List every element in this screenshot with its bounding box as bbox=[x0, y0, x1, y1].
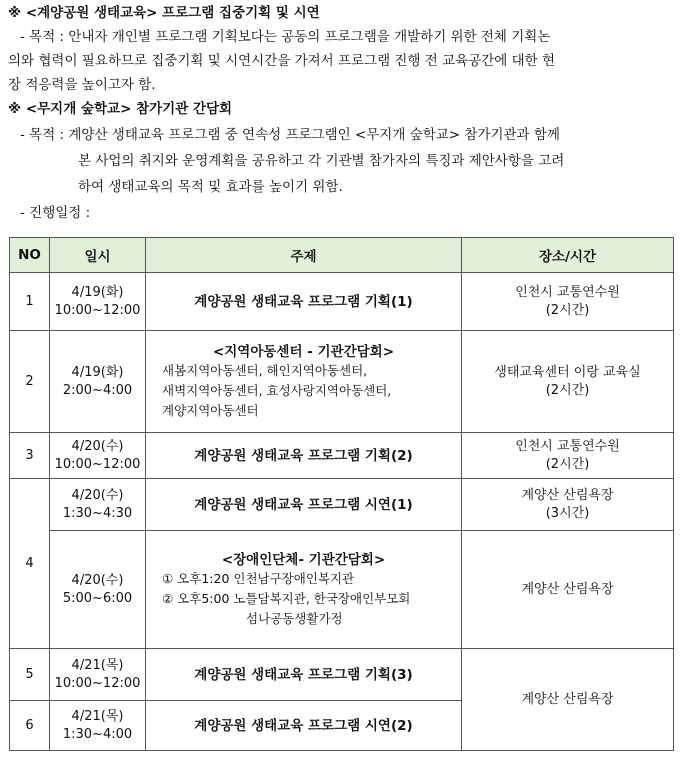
row-topic: 계양공원 생태교육 프로그램 기획(1) bbox=[146, 273, 462, 331]
place-duration: (2시간) bbox=[545, 382, 590, 398]
row-date: 4/21(목) bbox=[71, 657, 124, 673]
row-date: 4/19(화) bbox=[71, 284, 124, 300]
row-time: 1:30~4:30 bbox=[62, 505, 133, 521]
row-time: 10:00~12:00 bbox=[54, 302, 141, 318]
row-no: 5 bbox=[10, 649, 50, 701]
row-topic bbox=[146, 531, 462, 649]
row-topic: 계양공원 생태교육 프로그램 기획(3) bbox=[146, 649, 462, 701]
row-place: 계양산 산림욕장 bbox=[462, 649, 674, 751]
row-topic: 계양공원 생태교육 프로그램 시연(1) bbox=[146, 479, 462, 531]
row-place bbox=[462, 331, 674, 433]
row-topic bbox=[146, 331, 462, 433]
row-time: 10:00~12:00 bbox=[54, 456, 141, 472]
row-topic-title: <장애인단체- 기관간담회> bbox=[221, 551, 386, 568]
row-no: 2 bbox=[10, 331, 50, 433]
row-no: 3 bbox=[10, 433, 50, 479]
section2-line1: - 목적 : 계양산 생태교육 프로그램 중 연속성 프로그램인 <무지개 숲학교> 참가기관과 함께 bbox=[20, 127, 560, 143]
row-datetime bbox=[50, 479, 146, 531]
schedule-label: - 진행일정 : bbox=[20, 205, 91, 221]
row-no: 1 bbox=[10, 273, 50, 331]
section1-line3: 장 적응력을 높이고자 함. bbox=[8, 77, 156, 93]
row-no: 6 bbox=[10, 701, 50, 751]
topic-detail: 새봄지역아동센터, 해인지역아동센터, bbox=[162, 362, 368, 378]
topic-detail: ② 오후5:00 노틀담복지관, 한국장애인부모회 bbox=[162, 590, 411, 606]
header-no: NO bbox=[10, 238, 50, 273]
table-header-row bbox=[10, 238, 674, 273]
table-row bbox=[10, 531, 674, 649]
section2-line3: 하여 생태교육의 목적 및 효과를 높이기 위함. bbox=[78, 179, 343, 195]
row-time: 2:00~4:00 bbox=[62, 382, 133, 398]
header-date: 일시 bbox=[50, 238, 146, 273]
place-name: 생태교육센터 이랑 교육실 bbox=[494, 364, 641, 380]
section2-line2: 본 사업의 취지와 운영계획을 공유하고 각 기관별 참가자의 특징과 제안사항을 고려 bbox=[78, 153, 565, 169]
place-name: 계양산 산림욕장 bbox=[521, 487, 614, 503]
table-row bbox=[10, 273, 674, 331]
section1-line2: 의와 협력이 필요하므로 집중기획 및 시연시간을 가져서 프로그램 진행 전 교육공간에 대한 현 bbox=[8, 53, 556, 69]
row-date: 4/20(수) bbox=[71, 438, 124, 454]
topic-detail: 새벽지역아동센터, 효성사랑지역아동센터, bbox=[162, 382, 392, 398]
place-duration: (2시간) bbox=[545, 456, 590, 472]
table-row bbox=[10, 433, 674, 479]
section2-title: ※ <무지개 숲학교> 참가기관 간담회 bbox=[8, 101, 233, 117]
row-time: 5:00~6:00 bbox=[62, 590, 133, 606]
topic-detail: 계양지역아동센터 bbox=[162, 402, 259, 418]
row-no: 4 bbox=[10, 479, 50, 649]
row-date: 4/20(수) bbox=[71, 487, 124, 503]
place-name: 인천시 교통연수원 bbox=[515, 284, 620, 300]
row-datetime bbox=[50, 701, 146, 751]
row-topic: 계양공원 생태교육 프로그램 시연(2) bbox=[146, 701, 462, 751]
row-topic-title: <지역아동센터 - 기관간담회> bbox=[212, 343, 395, 360]
row-time: 1:30~4:00 bbox=[62, 726, 133, 742]
table-row bbox=[10, 649, 674, 701]
section1-title: ※ <계양공원 생태교육> 프로그램 집중기획 및 시연 bbox=[8, 5, 320, 21]
topic-detail: ① 오후1:20 인천남구장애인복지관 bbox=[162, 570, 355, 586]
place-duration: (2시간) bbox=[545, 302, 590, 318]
row-time: 10:00~12:00 bbox=[54, 675, 141, 691]
row-datetime bbox=[50, 273, 146, 331]
topic-detail-cont: 섬나공동생활가정 bbox=[246, 610, 343, 626]
section1-line1-text: - 목적 : 안내자 개인별 프로그램 기획보다는 공동의 프로그램을 개발하기 위한 전체 기획논 bbox=[20, 29, 551, 45]
row-datetime bbox=[50, 649, 146, 701]
row-place bbox=[462, 273, 674, 331]
header-topic: 주제 bbox=[146, 238, 462, 273]
row-date: 4/20(수) bbox=[71, 572, 124, 588]
row-date: 4/21(목) bbox=[71, 708, 124, 724]
row-place bbox=[462, 433, 674, 479]
table-row bbox=[10, 479, 674, 531]
row-place: 계양산 산림욕장 bbox=[462, 531, 674, 649]
header-place: 장소/시간 bbox=[462, 238, 674, 273]
section1-line1 bbox=[20, 27, 672, 47]
topic-detail bbox=[146, 609, 461, 629]
row-datetime bbox=[50, 531, 146, 649]
row-datetime bbox=[50, 331, 146, 433]
row-date: 4/19(화) bbox=[71, 364, 124, 380]
place-name: 인천시 교통연수원 bbox=[515, 438, 620, 454]
row-place bbox=[462, 479, 674, 531]
row-topic: 계양공원 생태교육 프로그램 기획(2) bbox=[146, 433, 462, 479]
schedule-table bbox=[9, 237, 674, 751]
table-row bbox=[10, 331, 674, 433]
place-duration: (3시간) bbox=[545, 505, 590, 521]
row-datetime bbox=[50, 433, 146, 479]
